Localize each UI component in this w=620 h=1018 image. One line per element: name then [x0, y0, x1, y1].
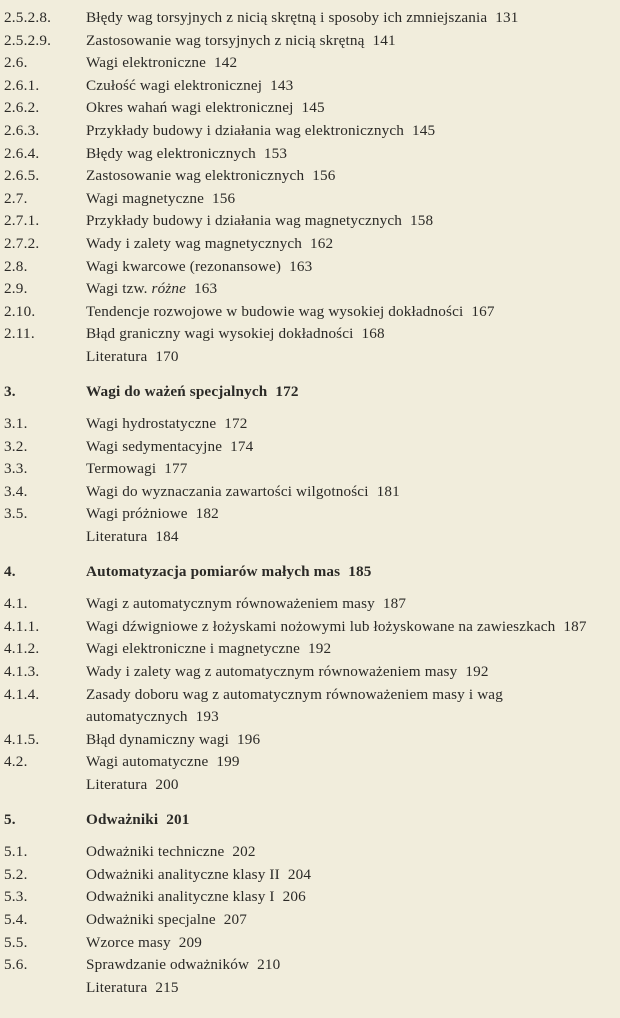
entry-page: 196	[237, 730, 261, 748]
entry-number: 2.6.	[4, 54, 28, 72]
entry-title: Wagi hydrostatyczne 172	[86, 415, 248, 433]
entry-number: 3.2.	[4, 437, 28, 455]
entry-number: 2.8.	[4, 257, 28, 275]
entry-title: Literatura 184	[86, 528, 179, 546]
entry-page: 181	[376, 482, 400, 500]
toc-entry	[0, 278, 616, 301]
toc-entry	[0, 932, 616, 955]
entry-title: Odważniki analityczne klasy II 204	[86, 865, 312, 883]
toc-entry	[0, 165, 616, 188]
entry-title: Zastosowanie wag elektronicznych 156	[86, 167, 336, 185]
toc-entry	[0, 75, 616, 98]
entry-page: 210	[257, 956, 281, 974]
entry-page: 185	[348, 562, 372, 580]
entry-page: 206	[282, 888, 306, 906]
entry-page: 153	[263, 144, 288, 162]
entry-page: 202	[232, 843, 256, 861]
entry-page: 145	[412, 121, 436, 139]
toc-chapter	[0, 561, 616, 584]
entry-title: Wagi magnetyczne 156	[86, 189, 236, 207]
entry-page: 204	[287, 865, 312, 883]
entry-number: 2.6.1.	[4, 76, 40, 94]
entry-title: Przykłady budowy i działania wag elektronicznych 145	[86, 121, 436, 139]
entry-title: Błędy wag elektronicznych 153	[86, 144, 288, 162]
entry-page: 163	[289, 257, 313, 275]
entry-number: 5.2.	[4, 865, 28, 883]
entry-title: Literatura 215	[86, 978, 179, 996]
entry-page: 192	[308, 640, 332, 658]
section-gap	[0, 797, 616, 809]
entry-title: Wagi automatyczne 199	[86, 753, 240, 771]
entry-title: Odważniki specjalne 207	[86, 910, 248, 928]
entry-title: Literatura 200	[86, 776, 179, 793]
entry-title: Odważniki techniczne 202	[86, 843, 256, 861]
entry-title: Zasady doboru wag z automatycznym równoważeniem masy i wag automatycznych 193	[86, 685, 503, 726]
toc-entry	[0, 256, 616, 279]
entry-number: 2.5.2.8.	[4, 9, 52, 26]
entry-page: 177	[164, 460, 188, 478]
toc-entry-literature	[0, 774, 616, 797]
entry-title: Tendencje rozwojowe w budowie wag wysokiej dokładności 167	[86, 302, 495, 320]
entry-number: 2.6.2.	[4, 99, 40, 117]
entry-title: Wagi do wyznaczania zawartości wilgotności 181	[86, 482, 400, 500]
entry-number: 3.1.	[4, 415, 28, 433]
toc-entry	[0, 143, 616, 166]
entry-number: 2.7.1.	[4, 212, 40, 230]
entry-number: 4.1.	[4, 595, 28, 613]
toc-entry	[0, 751, 616, 774]
entry-number: 4.1.1.	[4, 617, 40, 635]
entry-title: Wady i zalety wag z automatycznym równoważeniem masy 192	[86, 663, 489, 681]
entry-number: 3.4.	[4, 482, 28, 500]
entry-number: 3.3.	[4, 460, 28, 478]
section-gap	[0, 549, 616, 561]
entry-number: 4.2.	[4, 753, 28, 771]
entry-number: 5.3.	[4, 888, 28, 906]
entry-number: 3.5.	[4, 505, 28, 523]
entry-title: Wagi dźwigniowe z łożyskami nożowymi lub łożyskowane na zawieszkach 187	[86, 617, 587, 635]
toc-entry	[0, 481, 616, 504]
entry-page: 215	[155, 978, 179, 996]
entry-page: 199	[216, 753, 240, 771]
entry-title: Wagi elektroniczne 142	[86, 54, 238, 72]
entry-title: Wagi sedymentacyjne 174	[86, 437, 254, 455]
entry-number: 2.11.	[4, 325, 35, 343]
entry-number: 5.4.	[4, 910, 28, 928]
table-of-contents	[0, 7, 616, 999]
entry-page: 201	[166, 810, 190, 828]
toc-entry	[0, 97, 616, 120]
entry-number: 2.6.4.	[4, 144, 40, 162]
entry-page: 131	[495, 9, 519, 26]
entry-page: 172	[275, 382, 299, 400]
toc-entry	[0, 458, 616, 481]
entry-number: 5.6.	[4, 956, 28, 974]
entry-title: Wzorce masy 209	[86, 933, 202, 951]
entry-number: 4.1.5.	[4, 730, 40, 748]
toc-entry	[0, 864, 616, 887]
entry-title: Przykłady budowy i działania wag magnetycznych 158	[86, 212, 434, 230]
toc-entry-literature	[0, 526, 616, 549]
entry-page: 172	[224, 415, 248, 433]
toc-entry	[0, 7, 616, 30]
entry-page: 156	[312, 167, 336, 185]
toc-entry	[0, 954, 616, 977]
chapter-number: 3.	[4, 382, 16, 400]
entry-number: 2.9.	[4, 280, 28, 298]
entry-title: Wagi tzw. różne 163	[86, 280, 218, 298]
toc-entry	[0, 593, 616, 616]
toc-entry	[0, 210, 616, 233]
entry-title: Błąd graniczny wagi wysokiej dokładności 168	[86, 325, 385, 343]
entry-title: Zastosowanie wag torsyjnych z nicią skrętną 141	[86, 31, 396, 49]
entry-page: 167	[471, 302, 495, 320]
toc-entry	[0, 841, 616, 864]
entry-number: 5.5.	[4, 933, 28, 951]
entry-page: 184	[155, 528, 179, 546]
toc-entry	[0, 233, 616, 256]
entry-number: 2.6.5.	[4, 167, 40, 185]
entry-page: 200	[155, 776, 179, 793]
entry-title: Wagi kwarcowe (rezonansowe) 163	[86, 257, 313, 275]
chapter-title: Wagi do ważeń specjalnych 172	[86, 382, 299, 400]
entry-page: 163	[194, 280, 218, 298]
toc-entry	[0, 413, 616, 436]
entry-page: 158	[410, 212, 434, 230]
entry-title: Okres wahań wagi elektronicznej 145	[86, 99, 325, 117]
entry-page: 141	[372, 31, 396, 49]
toc-chapter	[0, 381, 616, 404]
toc-entry	[0, 52, 616, 75]
entry-title: Wady i zalety wag magnetycznych 162	[86, 234, 334, 252]
entry-number: 2.10.	[4, 302, 36, 320]
entry-page: 192	[465, 663, 489, 681]
chapter-number: 4.	[4, 562, 16, 580]
entry-number: 4.1.3.	[4, 663, 40, 681]
toc-entry	[0, 188, 616, 211]
entry-page: 145	[301, 99, 325, 117]
entry-title: Błędy wag torsyjnych z nicią skrętną i sposoby ich zmniejszania 131	[86, 9, 519, 26]
section-gap	[0, 369, 616, 381]
toc-entry-literature	[0, 977, 616, 1000]
entry-title: Wagi z automatycznym równoważeniem masy 187	[86, 595, 407, 613]
entry-title-emphasis: różne	[151, 280, 187, 298]
entry-title: Termowagi 177	[86, 460, 188, 478]
entry-page: 209	[178, 933, 202, 951]
entry-title: Błąd dynamiczny wagi 196	[86, 730, 261, 748]
entry-page: 162	[309, 234, 334, 252]
entry-page: 142	[213, 54, 238, 72]
toc-entry	[0, 638, 616, 661]
entry-page: 187	[563, 617, 587, 635]
entry-number: 2.5.2.9.	[4, 31, 52, 49]
toc-entry	[0, 323, 616, 346]
toc-entry	[0, 729, 616, 752]
entry-number: 2.7.2.	[4, 234, 40, 252]
entry-title: Literatura 170	[86, 347, 179, 365]
toc-entry	[0, 661, 616, 684]
entry-page: 207	[223, 910, 248, 928]
chapter-number: 5.	[4, 810, 16, 828]
toc-entry-literature	[0, 346, 616, 369]
entry-title: Sprawdzanie odważników 210	[86, 956, 281, 974]
toc-entry	[0, 503, 616, 526]
entry-page: 193	[195, 708, 219, 726]
entry-page: 168	[361, 325, 385, 343]
entry-page: 143	[270, 76, 294, 94]
entry-page: 170	[155, 347, 179, 365]
entry-title: Odważniki analityczne klasy I 206	[86, 888, 306, 906]
toc-entry	[0, 684, 616, 729]
toc-entry	[0, 30, 616, 53]
entry-page: 182	[195, 505, 219, 523]
toc-chapter	[0, 809, 616, 832]
toc-entry	[0, 436, 616, 459]
entry-number: 2.7.	[4, 189, 28, 207]
entry-number: 4.1.2.	[4, 640, 40, 658]
toc-entry	[0, 886, 616, 909]
chapter-title: Odważniki 201	[86, 810, 190, 828]
toc-entry	[0, 120, 616, 143]
chapter-title: Automatyzacja pomiarów małych mas 185	[86, 562, 372, 580]
entry-page: 187	[382, 595, 407, 613]
entry-title: Czułość wagi elektronicznej 143	[86, 76, 294, 94]
toc-entry	[0, 616, 616, 639]
entry-number: 5.1.	[4, 843, 28, 861]
toc-entry	[0, 301, 616, 324]
toc-entry	[0, 909, 616, 932]
entry-number: 2.6.3.	[4, 121, 40, 139]
entry-title: Wagi elektroniczne i magnetyczne 192	[86, 640, 332, 658]
entry-page: 174	[230, 437, 254, 455]
entry-title: Wagi próżniowe 182	[86, 505, 219, 523]
entry-page: 156	[211, 189, 236, 207]
entry-number: 4.1.4.	[4, 685, 40, 703]
